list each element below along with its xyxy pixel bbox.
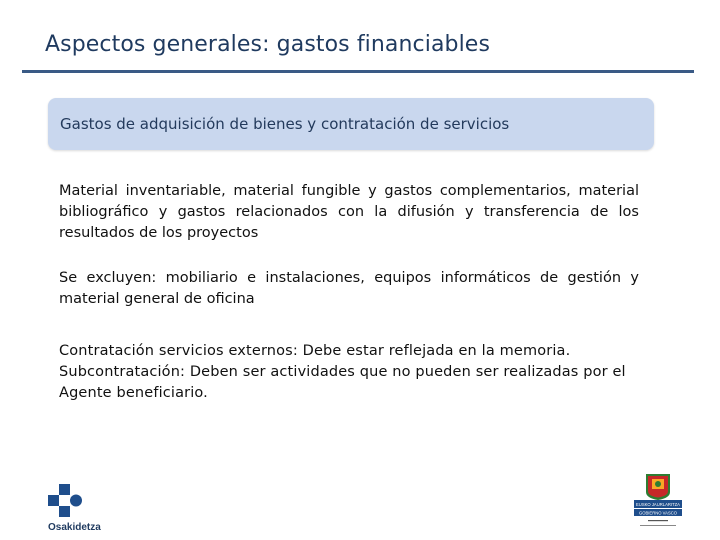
paragraph-external-services: Contratación servicios externos: Debe estar reflejada en la memoria. — [59, 343, 571, 359]
section-banner — [48, 98, 654, 150]
basque-logo-text-2: GOBIERNO VASCO — [638, 510, 678, 516]
paragraph-materials: Material inventariable, material fungible y gastos complementarios, material bibliográfico y gastos relacionados con la difusión y transferencia de los resultados de los proyectos — [59, 183, 639, 241]
basque-government-logo — [630, 470, 686, 530]
slide-title: Aspectos generales: gastos financiables — [45, 32, 491, 57]
osakidetza-cross-icon — [48, 484, 82, 517]
basque-logo-text-1: EUSKO JAURLARITZA — [636, 502, 680, 507]
paragraph-services — [59, 341, 639, 404]
banner-text: Gastos de adquisición de bienes y contratación de servicios — [60, 115, 510, 133]
title-divider — [22, 70, 694, 73]
osakidetza-logo-text: Osakidetza — [48, 522, 101, 533]
coat-of-arms-icon — [646, 474, 670, 500]
paragraph-exclusions: Se excluyen: mobiliario e instalaciones, equipos informáticos de gestión y material general de oficina — [59, 270, 639, 307]
paragraph-subcontracting: Subcontratación: Deben ser actividades que no pueden ser realizadas por el Agente beneficiario. — [59, 364, 626, 401]
osakidetza-logo — [44, 478, 114, 533]
